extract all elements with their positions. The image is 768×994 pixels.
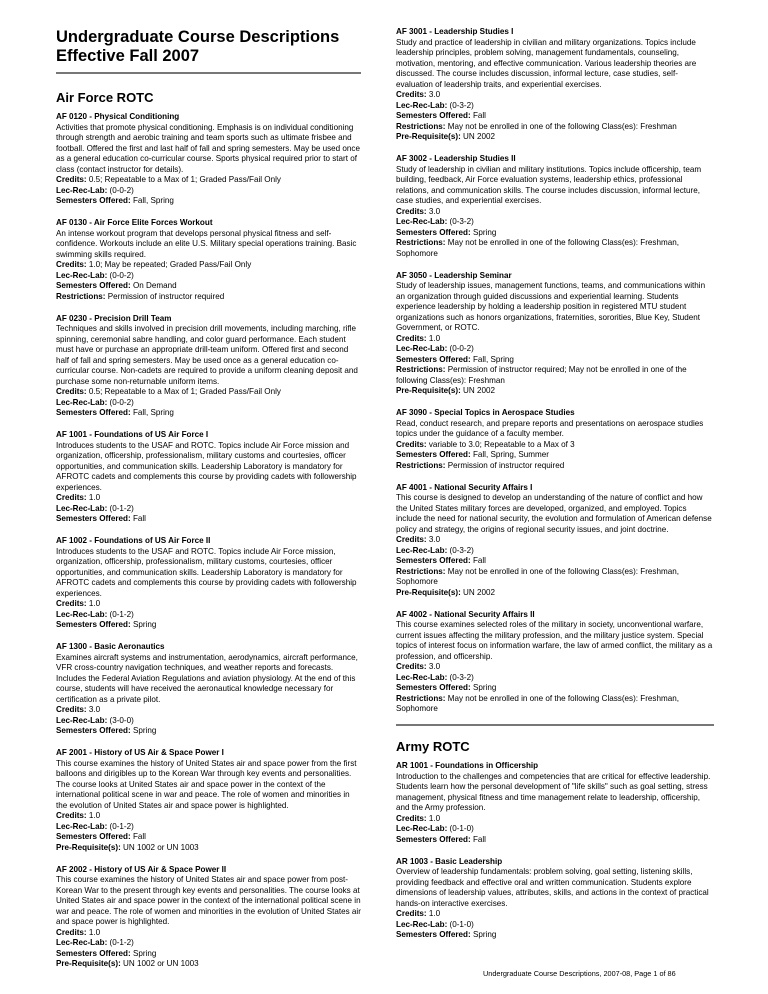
course-lec-rec-lab bbox=[56, 610, 361, 621]
course-lec-rec-lab-value: (0-0-2) bbox=[109, 397, 134, 407]
course-credits-value: 1.0 bbox=[88, 599, 101, 608]
course-lec-rec-lab bbox=[396, 673, 714, 684]
course-semesters bbox=[56, 196, 361, 207]
course-restrictions-label: Restrictions: bbox=[396, 365, 446, 374]
course-restrictions bbox=[396, 365, 714, 386]
course-entry bbox=[56, 748, 361, 853]
course-restrictions-value: May not be enrolled in one of the following Class(es): Freshman bbox=[447, 121, 677, 131]
course-credits bbox=[56, 175, 361, 186]
course-lec-rec-lab-label: Lec-Rec-Lab: bbox=[56, 821, 108, 831]
course-lec-rec-lab-label: Lec-Rec-Lab: bbox=[56, 397, 108, 407]
course-description: This course examines the history of United States air and space power from the first balloons and dirigibles up to the Korean War through key events and personalities. The course looks at United States air and space power in the context of the international political scene in war and peace. The role of women and minorities in the evolution of United States air and space power is highlighted. bbox=[56, 758, 357, 810]
course-credits-value: 1.0 bbox=[428, 813, 441, 823]
course-semesters-label: Semesters Offered: bbox=[56, 726, 131, 735]
course-semesters-label: Semesters Offered: bbox=[396, 556, 471, 565]
course-lec-rec-lab-label: Lec-Rec-Lab: bbox=[396, 824, 448, 833]
course-credits bbox=[396, 535, 714, 546]
course-credits bbox=[396, 90, 714, 101]
course-lec-rec-lab bbox=[396, 344, 714, 355]
course-prerequisites-label: Pre-Requisite(s): bbox=[396, 386, 461, 395]
course-restrictions bbox=[396, 238, 714, 259]
course-semesters-value: Fall, Spring bbox=[132, 408, 174, 417]
course-lec-rec-lab-value: (0-0-2) bbox=[109, 185, 134, 195]
course-lec-rec-lab-label: Lec-Rec-Lab: bbox=[56, 609, 108, 619]
course-prerequisites-value: UN 2002 bbox=[463, 132, 495, 141]
course-lec-rec-lab-label: Lec-Rec-Lab: bbox=[396, 919, 448, 929]
course-semesters-value: Fall bbox=[132, 832, 146, 841]
course-restrictions-value: May not be enrolled in one of the following Class(es): Freshman, Sophomore bbox=[396, 566, 679, 586]
course-prerequisites bbox=[56, 959, 361, 970]
course-credits bbox=[396, 334, 714, 345]
course-lec-rec-lab bbox=[396, 546, 714, 557]
course-credits-label: Credits: bbox=[396, 909, 427, 918]
course-restrictions-label: Restrictions: bbox=[56, 291, 106, 301]
course-restrictions-value: Permission of instructor required bbox=[107, 291, 225, 301]
course-title: AF 1002 - Foundations of US Air Force II bbox=[56, 536, 211, 545]
course-title: AF 3050 - Leadership Seminar bbox=[396, 270, 512, 280]
course-credits bbox=[56, 599, 361, 610]
course-entry bbox=[396, 761, 714, 845]
course-entry bbox=[56, 112, 361, 207]
course-credits-label: Credits: bbox=[396, 439, 427, 449]
course-title: AF 3002 - Leadership Studies II bbox=[396, 154, 516, 163]
course-description: Overview of leadership fundamentals: problem solving, goal setting, listening skills, providing feedback and effective oral and written communication. Students explore dimensions of leadership values, attributes, skills, and actions in the context of practical hands-on interactive exercises. bbox=[396, 867, 709, 908]
course-credits bbox=[396, 662, 714, 673]
course-restrictions-label: Restrictions: bbox=[396, 693, 446, 703]
course-entry bbox=[396, 27, 714, 143]
course-prerequisites bbox=[396, 132, 714, 143]
course-credits-value: 3.0 bbox=[428, 535, 441, 544]
right-course-list-ar bbox=[396, 761, 714, 941]
course-entry bbox=[396, 271, 714, 397]
left-column bbox=[56, 28, 361, 981]
right-course-list-af bbox=[396, 27, 714, 715]
section-divider bbox=[396, 724, 714, 726]
course-semesters bbox=[56, 620, 361, 631]
course-description: Introduction to the challenges and competencies that are critical for effective leadership. Students learn how the personal development of "life skills" such as goal setting, stress management, physical fitness and time management relate to leadership, officership, and the Army profession. bbox=[396, 771, 711, 812]
course-lec-rec-lab bbox=[56, 186, 361, 197]
course-lec-rec-lab-value: (0-1-2) bbox=[109, 609, 134, 619]
course-description: Introduces students to the USAF and ROTC. Topics include Air Force mission, organization, officership, professionalism, military customs, courtesies, officer opportunities, and communication skills. Leadership Laboratory is mandatory for AFROTC cadets and complements this course by providing cadets with followership experiences. bbox=[56, 546, 357, 598]
course-semesters bbox=[396, 450, 714, 461]
course-semesters bbox=[396, 930, 714, 941]
course-lec-rec-lab-value: (0-1-0) bbox=[449, 919, 474, 929]
course-lec-rec-lab bbox=[56, 271, 361, 282]
course-prerequisites-value: UN 2002 bbox=[463, 386, 495, 395]
course-restrictions-label: Restrictions: bbox=[396, 460, 446, 470]
course-semesters-label: Semesters Offered: bbox=[56, 948, 131, 958]
course-description: Introduces students to the USAF and ROTC. Topics include Air Force mission and organization, officership, professionalism, military customs and courtesies, officer opportunities, and communication skills. Leadership Laboratory is mandatory for AFROTC cadets and complements this course by providing cadets with followership experiences. bbox=[56, 440, 357, 492]
course-credits-label: Credits: bbox=[396, 813, 427, 823]
course-semesters-value: Fall bbox=[132, 514, 146, 523]
course-description: Activities that promote physical conditioning. Emphasis is on individual conditioning through strength and aerobic training and team sports such as ultimate frisbee and football. Offered the first and last half of fall and spring semesters. May be used once as a general education co-curricular course. Sports physical required prior to start of class (contact instructor for details). bbox=[56, 122, 360, 174]
course-lec-rec-lab-label: Lec-Rec-Lab: bbox=[396, 545, 448, 555]
course-description: This course examines selected roles of the military in society, unconventional warfare, current issues affecting the military profession, and the military justice system. Special topics of interest focus on information warfare, the law of armed conflict, the military as a profession, and officership. bbox=[396, 620, 713, 661]
course-credits-label: Credits: bbox=[56, 493, 87, 502]
course-credits-label: Credits: bbox=[396, 333, 427, 343]
course-description: Read, conduct research, and prepare reports and presentations on aerospace studies topics under the guidance of a faculty member. bbox=[396, 418, 704, 438]
course-semesters bbox=[56, 832, 361, 843]
title-line-1: Undergraduate Course Descriptions bbox=[56, 28, 340, 46]
course-semesters-label: Semesters Offered: bbox=[56, 196, 131, 205]
course-semesters bbox=[396, 683, 714, 694]
course-restrictions-value: Permission of instructor required; May not be enrolled in one of the following Class(es): Freshman bbox=[396, 365, 687, 385]
course-semesters bbox=[56, 281, 361, 292]
course-restrictions-label: Restrictions: bbox=[396, 566, 446, 576]
course-prerequisites-value: UN 1002 or UN 1003 bbox=[123, 842, 199, 852]
course-credits-label: Credits: bbox=[56, 387, 87, 396]
course-entry bbox=[396, 154, 714, 259]
course-lec-rec-lab-value: (0-1-2) bbox=[109, 503, 134, 513]
course-lec-rec-lab bbox=[56, 504, 361, 515]
course-lec-rec-lab-value: (0-0-2) bbox=[109, 270, 134, 280]
course-entry bbox=[56, 218, 361, 302]
course-credits bbox=[56, 260, 361, 271]
course-lec-rec-lab-label: Lec-Rec-Lab: bbox=[56, 270, 108, 280]
course-lec-rec-lab bbox=[396, 101, 714, 112]
course-description: Study of leadership in civilian and military institutions. Topics include officership, team building, feedback, Air Force evaluation systems, leadership ethics, professional relations, and communication skills. The course includes discussion, informal lecture, case studies, and experiential exercises. bbox=[396, 164, 702, 205]
course-description: Study of leadership issues, management functions, teams, and communications within an organization through guided discussions and experiential learning. Students experience leadership by holding a leadership position in registered MTU student organizations such as honors organizations, fraternities, sororities, Blue Key, Student Government, or ROTC. bbox=[396, 281, 706, 332]
course-description: This course examines the history of United States air and space power from post-Korean War to the present through key events and personalities. The course looks at United States air and space power in the context of the international political scene in war and peace. The role of women and minorities in the evolution of United States air and space power is highlighted. bbox=[56, 875, 361, 926]
course-title: AF 0230 - Precision Drill Team bbox=[56, 313, 172, 323]
course-credits bbox=[56, 811, 361, 822]
course-semesters bbox=[396, 228, 714, 239]
course-credits-value: 3.0 bbox=[428, 206, 441, 216]
course-credits-value: 3.0 bbox=[88, 705, 101, 714]
course-prerequisites-label: Pre-Requisite(s): bbox=[396, 132, 461, 141]
course-description: Examines aircraft systems and instrumentation, aerodynamics, aircraft performance, VFR cross-country navigation techniques, and weather reports and forecasts. Includes the Federal Aviation Regulations and aviation physiology. At the end of this course, students will have received the aeronautical knowledge necessary for certification as a private pilot. bbox=[56, 652, 358, 704]
course-credits-value: 3.0 bbox=[428, 662, 441, 671]
course-semesters-value: Fall, Spring, Summer bbox=[472, 450, 549, 459]
course-restrictions bbox=[396, 567, 714, 588]
course-semesters-label: Semesters Offered: bbox=[396, 683, 471, 692]
course-semesters-label: Semesters Offered: bbox=[396, 834, 471, 844]
course-semesters bbox=[396, 835, 714, 846]
course-restrictions-value: Permission of instructor required bbox=[447, 460, 565, 470]
course-lec-rec-lab-value: (0-1-2) bbox=[109, 821, 134, 831]
course-semesters bbox=[56, 726, 361, 737]
course-credits bbox=[396, 909, 714, 920]
course-title: AF 0120 - Physical Conditioning bbox=[56, 112, 180, 121]
course-semesters-value: Fall bbox=[472, 556, 486, 565]
course-title: AR 1001 - Foundations in Officership bbox=[396, 761, 539, 770]
title-line-2: Effective Fall 2007 bbox=[56, 47, 200, 65]
course-semesters-value: Spring bbox=[132, 726, 157, 735]
course-entry bbox=[56, 536, 361, 631]
course-semesters-label: Semesters Offered: bbox=[396, 111, 471, 120]
course-semesters-value: Spring bbox=[132, 620, 157, 629]
course-credits bbox=[396, 814, 714, 825]
left-course-list bbox=[56, 112, 361, 970]
course-credits bbox=[56, 387, 361, 398]
course-restrictions-label: Restrictions: bbox=[396, 121, 446, 131]
course-prerequisites bbox=[56, 843, 361, 854]
course-lec-rec-lab-value: (0-3-2) bbox=[449, 545, 474, 555]
course-credits-label: Credits: bbox=[56, 175, 87, 184]
course-credits bbox=[396, 440, 714, 451]
course-semesters-label: Semesters Offered: bbox=[396, 354, 471, 364]
course-restrictions-label: Restrictions: bbox=[396, 238, 446, 247]
section-title-air-force: Air Force ROTC bbox=[56, 90, 154, 105]
section-title-army: Army ROTC bbox=[396, 739, 470, 754]
course-entry bbox=[396, 408, 714, 471]
course-restrictions bbox=[396, 694, 714, 715]
course-semesters-value: On Demand bbox=[132, 281, 177, 290]
course-description: Study and practice of leadership in civilian and military organizations. Topics include leadership principles, problem solving, management fundamentals, counseling, motivation, mentoring, and effective communication. Various leadership theories are discussed. The course includes discussion, informal lecture, case studies, self-evaluation of leadership traits, and experiential exercises. bbox=[396, 37, 697, 89]
course-semesters bbox=[56, 514, 361, 525]
course-lec-rec-lab-label: Lec-Rec-Lab: bbox=[56, 503, 108, 513]
course-prerequisites bbox=[396, 588, 714, 599]
page-footer: Undergraduate Course Descriptions, 2007-08, Page 1 of 86 bbox=[483, 969, 676, 978]
course-semesters-value: Spring bbox=[472, 930, 497, 939]
course-credits bbox=[56, 493, 361, 504]
course-credits-value: 1.0 bbox=[428, 909, 441, 918]
course-lec-rec-lab bbox=[56, 822, 361, 833]
course-credits bbox=[56, 928, 361, 939]
course-credits-label: Credits: bbox=[56, 811, 87, 820]
course-credits-label: Credits: bbox=[56, 705, 87, 714]
course-credits-value: 1.0 bbox=[88, 927, 101, 937]
course-semesters-label: Semesters Offered: bbox=[56, 514, 131, 523]
course-credits-label: Credits: bbox=[396, 662, 427, 671]
course-title: AF 0130 - Air Force Elite Forces Workout bbox=[56, 218, 213, 227]
course-credits-label: Credits: bbox=[396, 535, 427, 544]
course-semesters-label: Semesters Offered: bbox=[56, 832, 131, 841]
course-semesters-value: Fall bbox=[472, 834, 486, 844]
course-lec-rec-lab-label: Lec-Rec-Lab: bbox=[396, 217, 448, 226]
course-credits-label: Credits: bbox=[396, 206, 427, 216]
course-lec-rec-lab-value: (0-0-2) bbox=[449, 344, 474, 353]
course-lec-rec-lab-value: (0-1-2) bbox=[109, 938, 134, 947]
course-semesters bbox=[396, 556, 714, 567]
course-lec-rec-lab-label: Lec-Rec-Lab: bbox=[56, 185, 108, 195]
course-semesters-label: Semesters Offered: bbox=[396, 227, 471, 237]
course-semesters-label: Semesters Offered: bbox=[56, 620, 131, 629]
course-lec-rec-lab-label: Lec-Rec-Lab: bbox=[56, 715, 108, 725]
course-credits-value: 1.0 bbox=[88, 493, 101, 502]
course-semesters bbox=[56, 949, 361, 960]
course-entry bbox=[56, 430, 361, 525]
course-restrictions-value: May not be enrolled in one of the following Class(es): Freshman, Sophomore bbox=[396, 693, 679, 713]
course-lec-rec-lab-value: (0-3-2) bbox=[449, 217, 474, 226]
course-semesters bbox=[56, 408, 361, 419]
course-semesters-value: Fall, Spring bbox=[472, 354, 514, 364]
course-title: AF 4001 - National Security Affairs I bbox=[396, 482, 533, 492]
course-title: AF 3090 - Special Topics in Aerospace Studies bbox=[396, 408, 575, 417]
course-entry bbox=[396, 610, 714, 715]
course-credits-label: Credits: bbox=[56, 260, 87, 269]
course-entry bbox=[56, 642, 361, 737]
course-entry bbox=[396, 857, 714, 941]
right-column bbox=[396, 27, 714, 952]
course-credits-value: 0.5; Repeatable to a Max of 1; Graded Pass/Fail Only bbox=[88, 387, 281, 396]
course-lec-rec-lab-label: Lec-Rec-Lab: bbox=[396, 344, 448, 353]
course-lec-rec-lab bbox=[56, 938, 361, 949]
course-title: AF 4002 - National Security Affairs II bbox=[396, 609, 535, 619]
course-title: AF 3001 - Leadership Studies I bbox=[396, 27, 514, 36]
course-semesters-label: Semesters Offered: bbox=[396, 930, 471, 939]
course-lec-rec-lab-value: (0-1-0) bbox=[449, 824, 474, 833]
course-lec-rec-lab-value: (0-3-2) bbox=[449, 672, 474, 682]
course-prerequisites-label: Pre-Requisite(s): bbox=[396, 587, 461, 597]
course-semesters-value: Fall bbox=[472, 111, 486, 120]
course-lec-rec-lab-value: (3-0-0) bbox=[109, 715, 134, 725]
course-semesters bbox=[396, 355, 714, 366]
course-semesters-value: Spring bbox=[472, 683, 497, 692]
course-credits-label: Credits: bbox=[56, 927, 87, 937]
course-credits-value: 3.0 bbox=[428, 90, 441, 99]
course-semesters-label: Semesters Offered: bbox=[396, 450, 471, 459]
course-prerequisites-value: UN 2002 bbox=[463, 587, 495, 597]
course-semesters-value: Spring bbox=[472, 227, 497, 237]
course-lec-rec-lab bbox=[56, 716, 361, 727]
course-restrictions-value: May not be enrolled in one of the following Class(es): Freshman, Sophomore bbox=[396, 238, 679, 258]
course-lec-rec-lab bbox=[56, 398, 361, 409]
course-lec-rec-lab bbox=[396, 217, 714, 228]
course-title: AF 2001 - History of US Air & Space Power I bbox=[56, 748, 224, 757]
course-credits-value: 0.5; Repeatable to a Max of 1; Graded Pass/Fail Only bbox=[88, 175, 281, 184]
course-credits-value: variable to 3.0; Repeatable to a Max of 3 bbox=[428, 439, 575, 449]
title-rule bbox=[56, 72, 361, 74]
course-credits-label: Credits: bbox=[396, 90, 427, 99]
course-description: This course is designed to develop an understanding of the nature of conflict and how the United States military forces are developed, organized, and employed. Topics include the need for national security, the evolution and formulation of American defense policy and strategy, the origins of regional security issues, and joint doctrine. bbox=[396, 493, 712, 534]
course-credits-value: 1.0 bbox=[88, 811, 101, 820]
course-credits-value: 1.0; May be repeated; Graded Pass/Fail Only bbox=[88, 260, 252, 269]
course-title: AF 1001 - Foundations of US Air Force I bbox=[56, 430, 209, 439]
course-restrictions bbox=[396, 461, 714, 472]
course-prerequisites-label: Pre-Requisite(s): bbox=[56, 842, 121, 852]
course-semesters bbox=[396, 111, 714, 122]
course-title: AF 2002 - History of US Air & Space Power II bbox=[56, 864, 227, 874]
course-restrictions bbox=[56, 292, 361, 303]
course-entry bbox=[56, 865, 361, 970]
course-credits-value: 1.0 bbox=[428, 333, 441, 343]
course-semesters-value: Fall, Spring bbox=[132, 196, 174, 205]
course-semesters-value: Spring bbox=[132, 948, 157, 958]
course-lec-rec-lab-label: Lec-Rec-Lab: bbox=[396, 672, 448, 682]
course-semesters-label: Semesters Offered: bbox=[56, 281, 131, 290]
course-credits bbox=[396, 207, 714, 218]
course-semesters-label: Semesters Offered: bbox=[56, 408, 131, 417]
course-credits bbox=[56, 705, 361, 716]
course-prerequisites-value: UN 1002 or UN 1003 bbox=[123, 959, 199, 968]
course-entry bbox=[56, 314, 361, 419]
course-lec-rec-lab-label: Lec-Rec-Lab: bbox=[56, 938, 108, 947]
course-description: Techniques and skills involved in precision drill movements, including marching, rifle spinning, ceremonial sabre handling, and color guard performance. Each student must have or purchase an appropriate drill-team uniform. Offered first and second half of fall and spring semesters. May be used once as a general education co-curricular course. Non-cadets are required to provide a uniform cleaning deposit and purchase some non-returnable uniform items. bbox=[56, 324, 358, 386]
course-lec-rec-lab-label: Lec-Rec-Lab: bbox=[396, 100, 448, 110]
course-lec-rec-lab bbox=[396, 824, 714, 835]
course-credits-label: Credits: bbox=[56, 599, 87, 608]
course-lec-rec-lab-value: (0-3-2) bbox=[449, 100, 474, 110]
course-restrictions bbox=[396, 122, 714, 133]
course-title: AR 1003 - Basic Leadership bbox=[396, 856, 503, 866]
course-prerequisites bbox=[396, 386, 714, 397]
course-description: An intense workout program that develops personal physical fitness and self-confidence. Workouts include an elite U.S. Military special operations training. Basic swimming skills required. bbox=[56, 228, 357, 259]
course-title: AF 1300 - Basic Aeronautics bbox=[56, 642, 165, 651]
course-lec-rec-lab bbox=[396, 920, 714, 931]
course-prerequisites-label: Pre-Requisite(s): bbox=[56, 959, 121, 968]
document-title bbox=[56, 28, 361, 66]
course-entry bbox=[396, 483, 714, 599]
